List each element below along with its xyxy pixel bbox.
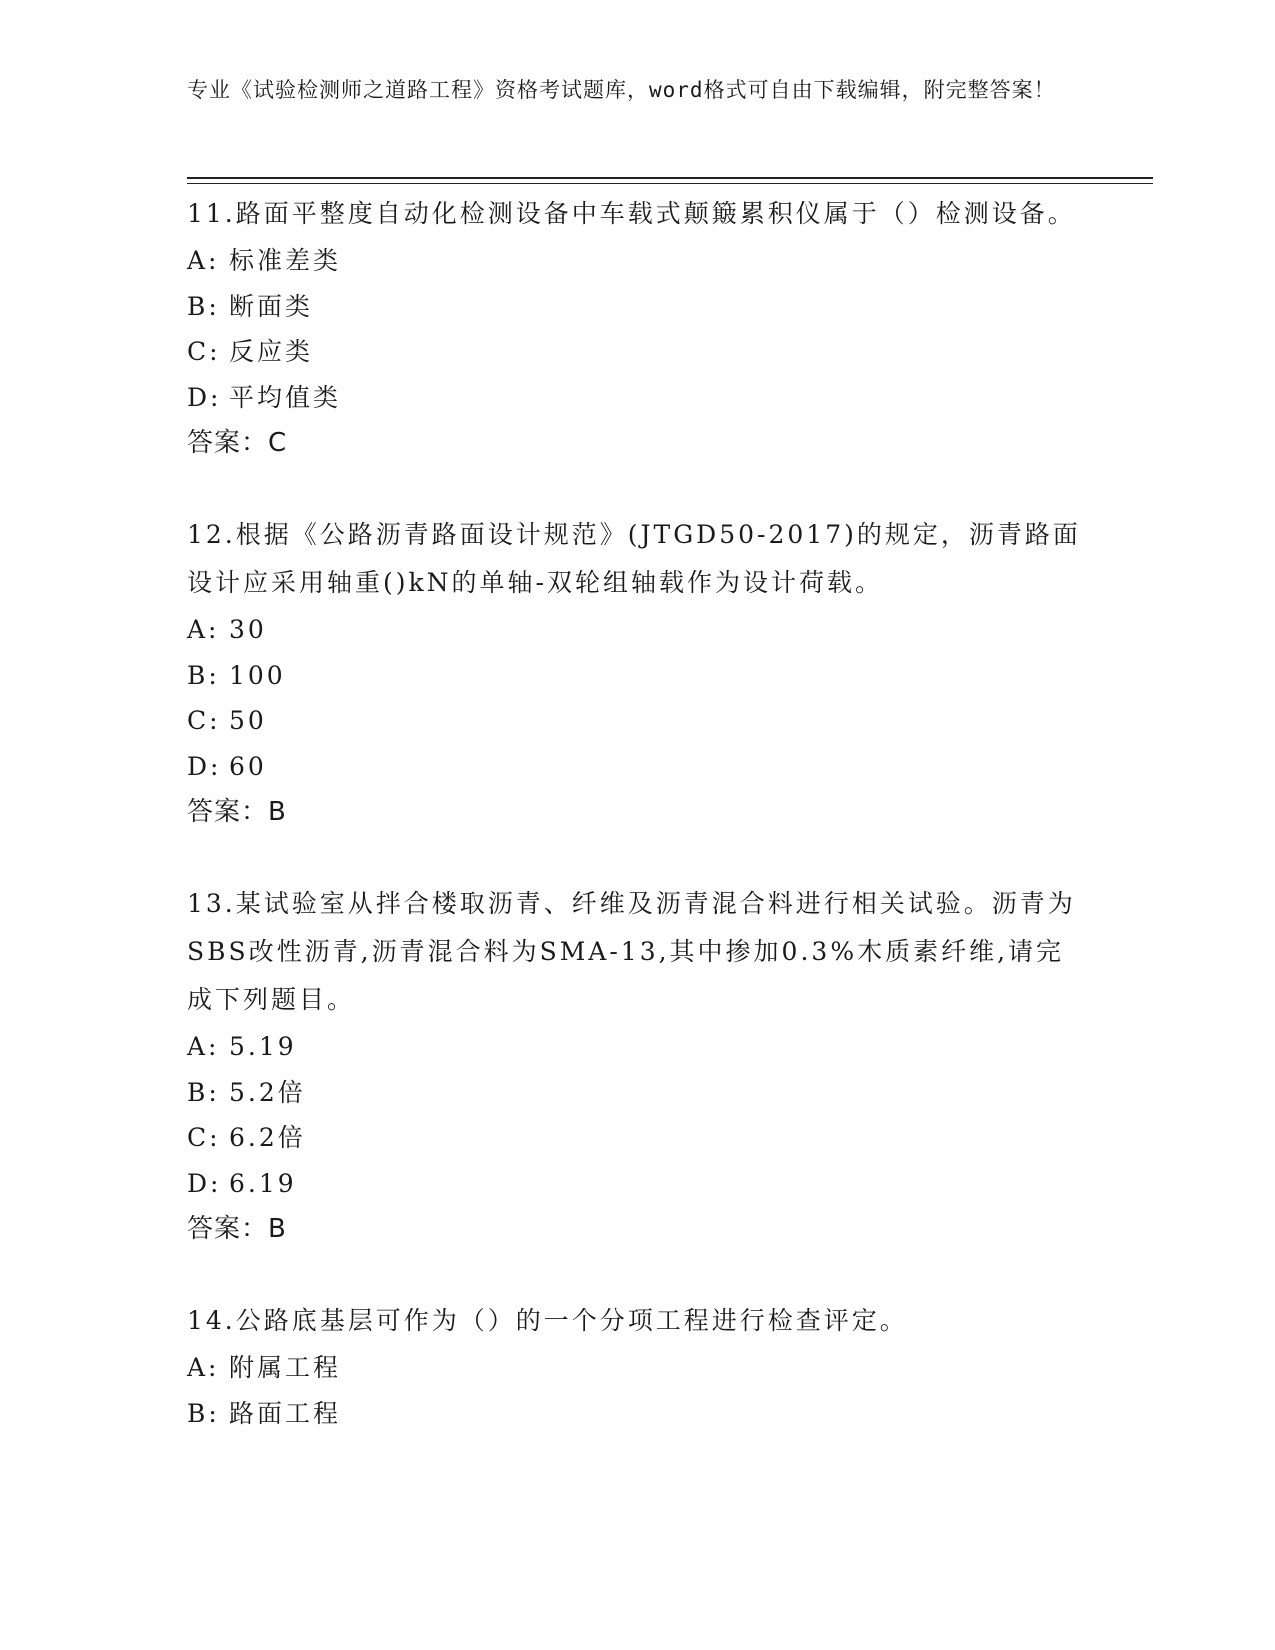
option-letter: A:	[187, 615, 220, 644]
document-header: 专业《试验检测师之道路工程》资格考试题库，word格式可自由下载编辑，附完整答案！	[187, 78, 1056, 102]
question-list	[187, 190, 1087, 1436]
question-11	[187, 190, 1087, 466]
option-text: 100	[229, 660, 286, 690]
answer-line: 答案：B	[187, 797, 287, 827]
option-letter: B:	[187, 1077, 220, 1107]
question-stem: 14.公路底基层可作为（）的一个分项工程进行检查评定。	[187, 1306, 908, 1335]
option-text: 50	[229, 706, 267, 735]
header-divider	[187, 177, 1153, 179]
question-stem: 13.某试验室从拌合楼取沥青、纤维及沥青混合料进行相关试验。沥青为SBS改性沥青,沥青混合料为SMA-13,其中掺加0.3%木质素纤维,请完成下列题目。	[187, 889, 1076, 1014]
option-letter: B:	[187, 660, 220, 690]
option-letter: A:	[187, 246, 220, 275]
option-d	[187, 375, 1087, 421]
question-14	[187, 1297, 1087, 1436]
option-c	[187, 329, 1087, 375]
option-text: 6.19	[229, 1168, 297, 1198]
option-d	[187, 1161, 1087, 1207]
option-letter: B:	[187, 291, 220, 321]
option-text: 60	[229, 751, 267, 781]
answer-line: 答案：B	[187, 1214, 287, 1244]
option-letter: C:	[187, 706, 221, 735]
option-text: 6.2倍	[229, 1123, 306, 1152]
header-divider-thin	[187, 183, 1153, 184]
option-b	[187, 653, 1087, 699]
question-12	[187, 511, 1087, 835]
option-letter: D:	[187, 382, 222, 412]
option-letter: D:	[187, 751, 222, 781]
option-letter: C:	[187, 337, 221, 366]
answer-line: 答案：C	[187, 428, 288, 458]
option-text: 路面工程	[229, 1398, 342, 1428]
question-stem: 11.路面平整度自动化检测设备中车载式颠簸累积仪属于（）检测设备。	[187, 199, 1076, 228]
option-text: 平均值类	[229, 382, 342, 412]
option-text: 5.2倍	[229, 1077, 306, 1107]
option-text: 标准差类	[229, 246, 342, 275]
option-c	[187, 698, 1087, 744]
option-letter: A:	[187, 1353, 220, 1382]
option-text: 断面类	[229, 291, 314, 321]
option-a	[187, 1345, 1087, 1391]
option-letter: D:	[187, 1168, 222, 1198]
option-text: 附属工程	[229, 1353, 342, 1382]
question-stem: 12.根据《公路沥青路面设计规范》(JTGD50-2017)的规定，沥青路面设计应采用轴重()kN的单轴-双轮组轴载作为设计荷载。	[187, 520, 1081, 597]
option-letter: C:	[187, 1123, 221, 1152]
option-text: 反应类	[229, 337, 314, 366]
option-b	[187, 284, 1087, 330]
option-a	[187, 607, 1087, 653]
option-b	[187, 1070, 1087, 1116]
option-b	[187, 1391, 1087, 1437]
option-c	[187, 1115, 1087, 1161]
option-a	[187, 1024, 1087, 1070]
option-text: 5.19	[229, 1032, 297, 1061]
option-d	[187, 744, 1087, 790]
option-letter: A:	[187, 1032, 220, 1061]
option-letter: B:	[187, 1398, 220, 1428]
option-a	[187, 238, 1087, 284]
option-text: 30	[229, 615, 267, 644]
question-13	[187, 880, 1087, 1252]
